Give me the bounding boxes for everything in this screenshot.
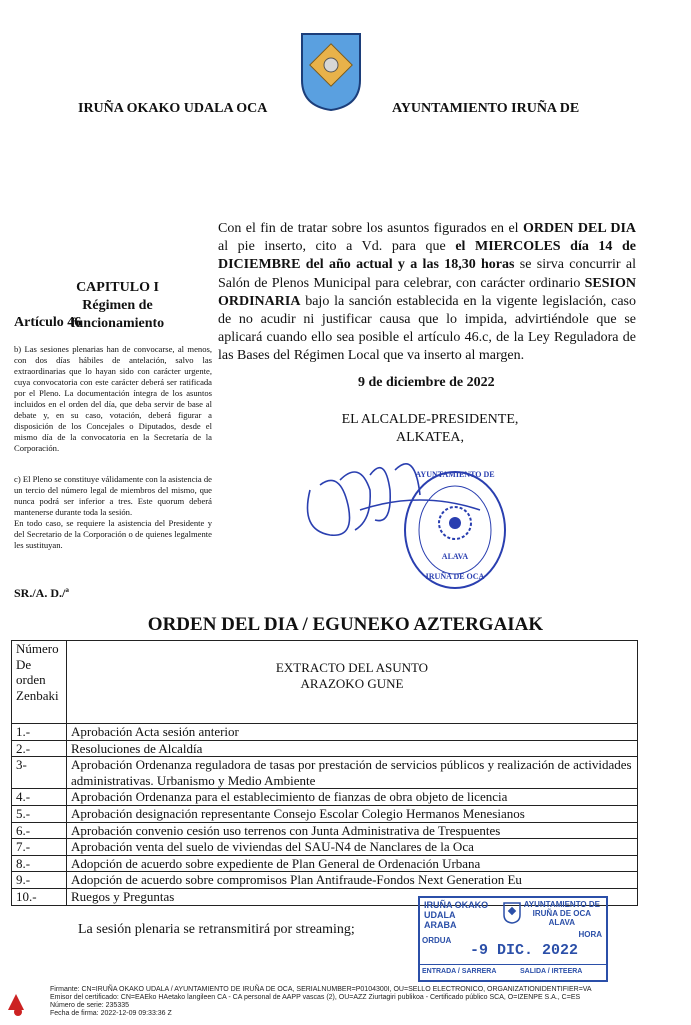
- signatory-title-es: EL ALCALDE-PRESIDENTE,: [341, 412, 519, 427]
- stamp-right-line1: AYUNTAMIENTO DE: [523, 900, 600, 909]
- agenda-row-text: Aprobación Acta sesión anterior: [67, 724, 638, 741]
- document-date: 9 de diciembre de 2022: [358, 375, 495, 390]
- agenda-row-text: Aprobación convenio cesión uso terrenos con Junta Administrativa de Trespuentes: [67, 822, 638, 839]
- stamp-right-line2: IRUÑA DE OCA: [532, 909, 592, 918]
- stamp-salida: SALIDA / IRTEERA: [520, 968, 583, 975]
- agenda-row-text: Adopción de acuerdo sobre expediente de Plan General de Ordenación Urbana: [67, 855, 638, 872]
- convocatoria-text: Con el fin de tratar sobre los asuntos figurados en el ORDEN DEL DIA al pie inserto, cito a Vd. para que el MIERCOLES día 14 de DICIEMBRE del año actual y a las 18,30 horas se sirva concurrir al Salón de Plenos Municipal para celebrar, con carácter ordinario SESION ORDINARIA bajo la sanción establecida en la vigente legislación, caso de no acudir ni justificar causa que lo impida, advirtiéndole que se aplicará cuando ello sea posible el artículo 46.c, de la Ley Reguladora de las Bases del Régimen Local que va inserto al margen.: [218, 221, 637, 364]
- stamp-left-line1: IRUÑA OKAKO: [424, 900, 489, 910]
- agenda-title: ORDEN DEL DIA / EGUNEKO AZTERGAIAK: [147, 614, 544, 635]
- stamp-right-text: [524, 900, 600, 927]
- header-left: IRUÑA OKAKO UDALA OCA: [78, 101, 268, 116]
- capitulo-label: CAPITULO I: [76, 280, 159, 295]
- agenda-header-num: Número De orden Zenbaki: [12, 641, 67, 724]
- seal-text-top: AYUNTAMIENTO DE: [415, 470, 495, 479]
- agenda-row: [12, 805, 638, 822]
- signatory: [330, 411, 530, 447]
- stamp-right-line3: ALAVA: [548, 918, 576, 927]
- stamp-emblem-icon: [503, 902, 521, 929]
- articulo-label: Artículo 46: [14, 315, 82, 330]
- stamp-orduak: ORDUA: [422, 936, 452, 945]
- digital-signature-info: [50, 986, 690, 1018]
- stamp-date: -9 DIC. 2022: [470, 942, 579, 959]
- agenda-table: [11, 640, 638, 906]
- stamp-divider: [420, 964, 606, 965]
- agenda-header-extract-es: EXTRACTO DEL ASUNTO: [275, 660, 429, 676]
- agenda-row-text: Aprobación Ordenanza para el establecimiento de fianzas de obra objeto de licencia: [67, 789, 638, 806]
- agenda-row-num: 4.-: [12, 789, 67, 806]
- recipient-ref: SR./A. D./ª: [14, 586, 69, 600]
- electronic-seal-icon: [4, 990, 44, 1025]
- agenda-row-text: Ruegos y Preguntas: [67, 888, 638, 905]
- streaming-note: La sesión plenaria se retransmitirá por streaming;: [78, 922, 355, 937]
- article-paragraph-c2: En todo caso, se requiere la asistencia del Presidente y del Secretario de la Corporación o de quienes legalmente les sustituyan.: [14, 518, 212, 550]
- agenda-row-num: 9.-: [12, 872, 67, 889]
- regimen-label: Régimen de funcionamiento: [70, 298, 165, 331]
- signatory-title-eu: ALKATEA,: [395, 430, 465, 445]
- registry-stamp: [418, 896, 608, 982]
- municipal-crest: [300, 32, 362, 112]
- agenda-row-num: 7.-: [12, 839, 67, 856]
- agenda-row: [12, 740, 638, 757]
- agenda-row: [12, 757, 638, 789]
- agenda-header-row: [12, 641, 638, 724]
- agenda-row-num: 10.-: [12, 888, 67, 905]
- stamp-left-line3: ARABA: [424, 920, 457, 930]
- agenda-row-num: 5.-: [12, 805, 67, 822]
- seal-text-bottom: IRUÑA DE OCA: [425, 572, 485, 581]
- agenda-row-num: 6.-: [12, 822, 67, 839]
- agenda-row: [12, 724, 638, 741]
- agenda-row: [12, 872, 638, 889]
- stamp-left-text: [424, 900, 488, 930]
- article-paragraph-b: b) Las sesiones plenarias han de convocarse, al menos, con dos días hábiles de antelación, salvo las extraordinarias que lo hayan sido con carácter urgente, cuya convocatoria con este carácter deberá ser ratificada por el Pleno. La documentación íntegra de los asuntos incluidos en el orden del día, que deba servir de base al debate y, en su caso, votación, deberá figurar a disposición de los Concejales o Diputados, desde el mismo día de la convocatoria en la Secretaría de la Corporación.: [14, 344, 212, 453]
- signature-serial: Número de serie: 235335: [50, 1002, 129, 1009]
- agenda-header-extract: [67, 641, 638, 724]
- agenda-row-num: 2.-: [12, 740, 67, 757]
- stamp-entrada: ENTRADA / SARRERA: [422, 968, 497, 975]
- signature-date: Fecha de firma: 2022-12-09 09:33:36 Z: [50, 1010, 172, 1017]
- agenda-row-text: Adopción de acuerdo sobre compromisos Plan Antifraude-Fondos Next Generation Eu: [67, 872, 638, 889]
- article-paragraph-c1: c) El Pleno se constituye válidamente con la asistencia de un tercio del número legal de miembros del mismo, que nunca podrá ser inferior a tres. Este quorum deberá mantenerse durante toda la sesión.: [14, 474, 212, 517]
- agenda-row: [12, 789, 638, 806]
- agenda-header-extract-eu: ARAZOKO GUNE: [300, 676, 404, 691]
- agenda-row-num: 1.-: [12, 724, 67, 741]
- agenda-row-text: Aprobación venta del suelo de viviendas del SAU-N4 de Nanclares de la Oca: [67, 839, 638, 856]
- official-seal: [400, 468, 510, 592]
- agenda-row-text: Resoluciones de Alcaldía: [67, 740, 638, 757]
- signature-issuer: Emisor del certificado: CN=EAEko HAetako langileen CA - CA personal de AAPP vascas (2), OU=AZZ Ziurtagiri publikoa - Certificado público SCA, O=IZENPE S.A., C=ES: [50, 994, 581, 1001]
- header-right: AYUNTAMIENTO IRUÑA DE: [392, 101, 580, 116]
- seal-text-mid: ALAVA: [441, 552, 469, 561]
- article-paragraph-c: [14, 474, 212, 551]
- agenda-row-text: Aprobación designación representante Consejo Escolar Colegio Hermanos Menesianos: [67, 805, 638, 822]
- agenda-row: [12, 822, 638, 839]
- agenda-row-text: Aprobación Ordenanza reguladora de tasas por prestación de servicios públicos y realización de actividades administrativas. Urbanismo y Medio Ambiente: [67, 757, 638, 789]
- agenda-row-num: 8.-: [12, 855, 67, 872]
- agenda-row: [12, 839, 638, 856]
- agenda-row-num: 3-: [12, 757, 67, 789]
- agenda-row: [12, 855, 638, 872]
- stamp-hora: HORA: [578, 930, 602, 939]
- signature-signer: Firmante: CN=IRUÑA OKAKO UDALA / AYUNTAMIENTO DE IRUÑA DE OCA, SERIALNUMBER=P0104300I, OU=SELLO ELECTRONICO, ORGANIZATIONIDENTIFIER=VA: [50, 986, 592, 993]
- stamp-left-line2: UDALA: [424, 910, 456, 920]
